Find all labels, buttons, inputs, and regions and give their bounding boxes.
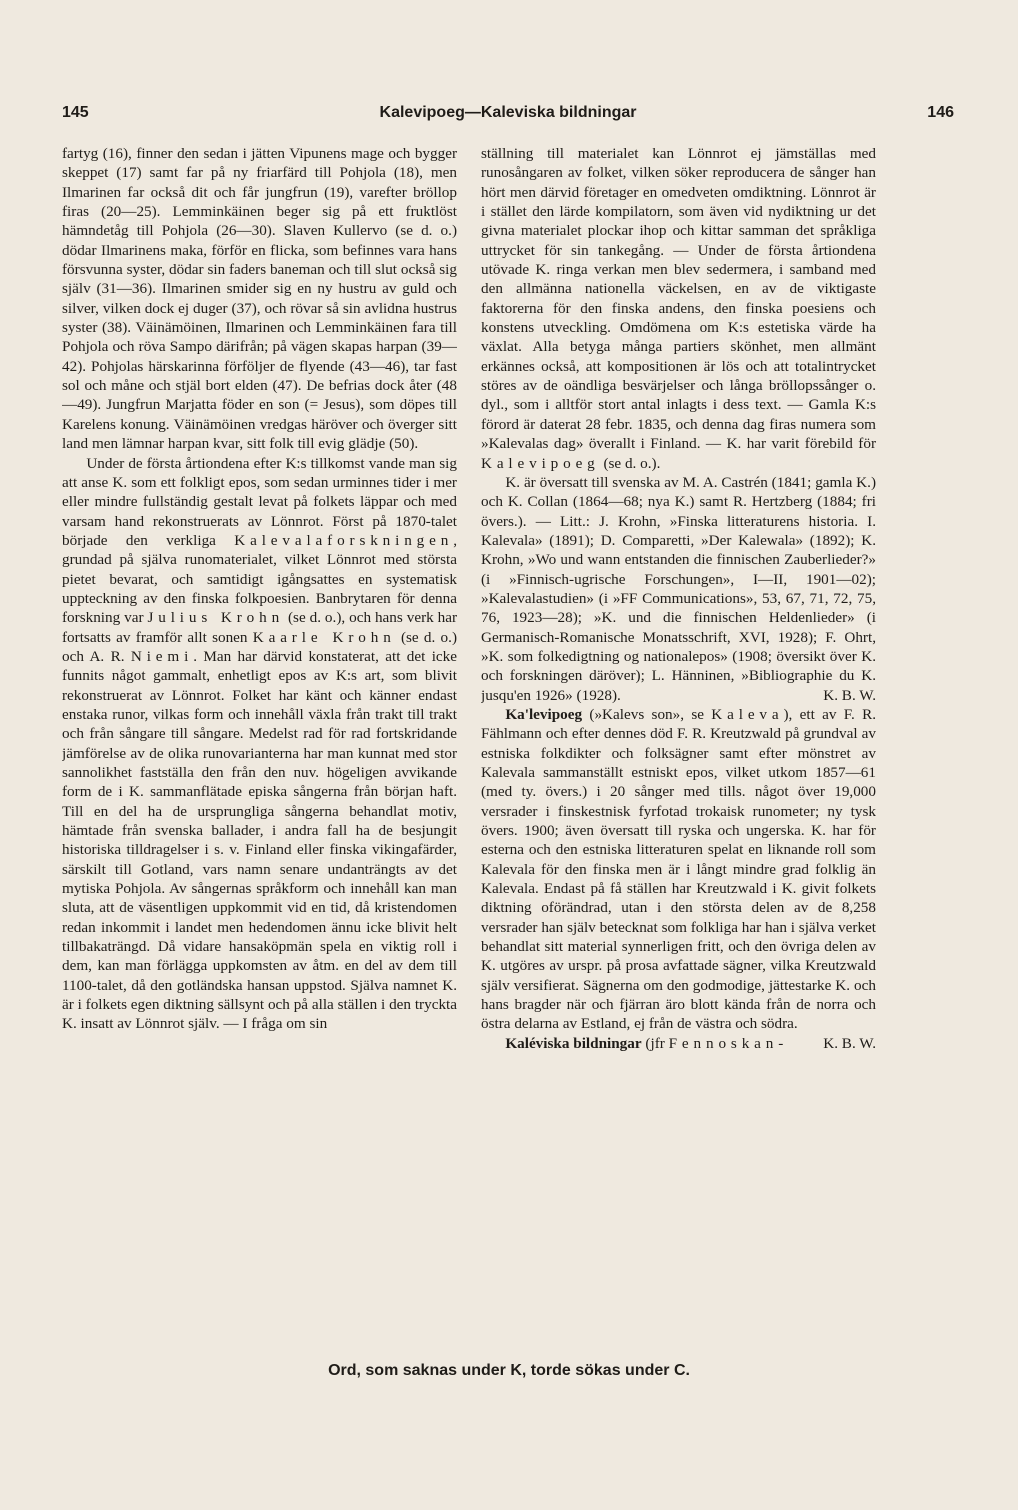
spaced-term: Kalevipoeg	[481, 454, 600, 472]
running-header	[62, 104, 954, 126]
author-signature: K. B. W.	[823, 1034, 876, 1052]
entry-headword: Ka'levipoeg	[505, 705, 583, 723]
paragraph: fartyg (16), finner den sedan i jätten Vipunens mage och bygger skeppet (17) samt far på ny friarfärd till Pohjola (18), men Ilmarinen far också dit och får jungfrun (19), varefter bröllop firas (20—25). Lemminkäinen beger sig på ett fruktlöst hämndetåg till Pohjola (26—30). Slaven Kullervo (se d. o.) dödar Ilmarinens maka, förför en flicka, som befinnes vara hans försvunna syster, dödar sin faders baneman och till slut också sig själv (31—36). Ilmarinen smider sig en ny hustru av guld och silver, vilken dock ej duger (37), och rövar så sin avlidna hustrus syster (38). Väinämöinen, Ilmarinen och Lemminkäinen fara till Pohjola och röva Sampo därifrån; på vägen skapas harpan (39—42). Pohjolas härskarinna förföljer de flyende (43—46), tar fast sol och måne och stjäl bort elden (47). De befrias dock åter (48—49). Jungfrun Marjatta föder en son (= Jesus), som döpes till Karelens konung. Väinämöinen vredgas häröver och överger sitt land men lämnar harpan kvar, sitt folk till evig glädje (50).	[62, 145, 457, 453]
footer-note: Ord, som saknas under K, torde sökas under C.	[328, 1362, 690, 1379]
spaced-term: Kaarle Krohn	[252, 628, 396, 646]
running-title: Kalevipoeg—Kaleviska bildningar	[379, 104, 637, 121]
entry-kaleviska-bildningar: Kaléviska bildningar (jfr Fennoskan-	[505, 1034, 789, 1052]
spaced-term: Niemi	[130, 647, 194, 665]
left-column	[62, 144, 457, 1344]
paragraph: ställning till materialet kan Lönnrot ej jämställas med runosångaren av folket, vilken söker reproducera de sånger han hört men därvid företager en omedveten omdiktning. Lönnrot är i stället den lärde kompilatorn, som även vid nydiktning ur det givna materialet plockar ihop och kittar samman det språkliga uttrycket för sin tankegång. — Under de första årtiondena utövade K. ringa verkan men blev sedermera, i samband med den allmänna nationella väckelsen, en av de viktigaste faktorerna för den finska andens, den finska poesiens och konstens utveckling. Omdömena om K:s estetiska värde ha växlat. Alla betyga många partiers skönhet, men allmänt erkännes också, att kompositionen är lös och att totalintrycket störes av de oändliga besvärjelser och långa bröllopssånger o. dyl., som i alltför stort antal inlagts i dess text. — Gamla K:s förord är daterat 28 febr. 1835, och denna dag firas numera som »Kalevalas dag» överallt i Finland. — K. har varit förebild för Kalevipoeg (se d. o.).	[481, 145, 876, 472]
spaced-term: Fennoskan-	[668, 1034, 789, 1052]
page-number-left: 145	[62, 104, 89, 121]
spaced-term: Kaleva	[711, 705, 784, 723]
author-signature: K. B. W.	[823, 686, 876, 704]
entry-kalevipoeg: Ka'levipoeg (»Kalevs son», se Kaleva), ett av F. R. Fählmann och efter dennes död F. R. Kreutzwald på grundval av estniska folkdikter och folksägner samt efter mönstret av Kalevala sammanställt estniskt epos, vilket utkom 1857—61 (med ty. övers.) i 20 sånger med tills. något över 19,000 versrader i finskestnisk fyrfotad trokaisk runometer; ny tysk övers. 1900; även översatt till ryska och ungerska. K. har för esterna och den estniska litteraturen spelat en liknande roll som Kalevala för den finska men är i långt mindre grad folklig än Kalevala. Endast på få ställen har Kreutzwald i K. givit folkets diktning oförändrad, utan i den största delen av de 8,258 versrader han själv betecknat som folkliga har han i själva verket behandlat sitt material synnerligen fritt, och den övriga delen av K. utgöres av urspr. på prosa avfattade sägner, vilka Kreutzwald själv versifierat. Sägnerna om den godmodige, jättestarke K. och hans bragder när och fjärran äro blott kända från de norra och östra delarna av Estland, ej från de västra och södra. K. B. W.	[481, 705, 876, 1052]
entry-headword: Kaléviska bildningar	[505, 1034, 642, 1052]
spaced-term: Kalevalaforskningen	[234, 531, 454, 549]
paragraph: Under de första årtiondena efter K:s tillkomst vande man sig att anse K. som ett folkligt epos, som sedan urminnes tider i mer eller mindre fullständig gestalt levat på folkets läppar och med varsam hand rekonstruerats av Lönnrot. Först på 1870-talet började den verkliga Kalevalaforskningen, grundad på själva runomaterialet, vilket Lönnrot med största pietet bevarat, och samtidigt igångsattes en systematisk uppteckning av den finska folkpoesien. Banbrytaren för denna forskning var Julius Krohn (se d. o.), och hans verk har fortsatts av framför allt sonen Kaarle Krohn (se d. o.) och A. R. Niemi. Man har därvid konstaterat, att det icke funnits något gammalt, enhetligt epos av K:s art, som blivit rekonstruerat av Lönnrot. Folket har känt och känner endast enstaka runor, vilkas form och innehåll växla från trakt till trakt och från sångare till sångare. Medelst rad för rad fortskridande jämförelse av de olika runovarianterna har man kunnat med stor sannolikhet fastställa den från den nuv. högeligen avvikande form de i K. sammanflätade episka sångerna från början haft. Till en del ha de ursprungliga sångerna behandlat motiv, hämtade från svenska ballader, i andra fall ha de besjungit historiska tilldragelser i s. v. Finland eller finska vikingafärder, särskilt till Gotland, vars namn senare undanträngts av det mytiska Pohjola. Av sångernas språkform och innehåll kan man sluta, att de väsentligen uppkommit vid en tid, då kristendomen redan inkommit i landet men hedendomen ännu icke blivit helt tillbakaträngd. Då vidare hansaköpmän spela en viktig roll i dem, kan man förlägga uppkomsten av åtm. en del av dem till 1100-talet, då den gotländska hansan uppstod. Själva namnet K. är i folkets egen diktning sällsynt och på alla ställen i den tryckta K. insatt av Lönnrot själv. — I fråga om sin	[62, 454, 457, 1033]
paragraph: K. är översatt till svenska av M. A. Castrén (1841; gamla K.) och K. Collan (1864—68; nya K.) samt R. Hertzberg (1884; fri övers.). — Litt.: J. Krohn, »Finska litteraturens historia. I. Kalevala» (1891); D. Comparetti, »Der Kalewala» (1892); K. Krohn, »Wo und wann entstanden die finnischen Zauberlieder?» (i »Finnisch-ugrische Forschungen», I—II, 1901—02); »Kalevalastudien» (i »FF Communications», 53, 67, 71, 72, 75, 76, 1923—28); »K. und die finnischen Heldenlieder» (i Germanisch-Romanische Monatsschrift, XVI, 1928); F. Ohrt, »K. som folkedigtning og nationalepos» (1908; översikt över K. och forskningen däröver); L. Hänninen, »Bibliographie du K. jusqu'en 1926» (1928). K. B. W.	[481, 473, 876, 704]
spaced-term: Julius Krohn	[147, 609, 285, 627]
right-column	[481, 144, 876, 1344]
page-number-right: 146	[927, 104, 954, 121]
